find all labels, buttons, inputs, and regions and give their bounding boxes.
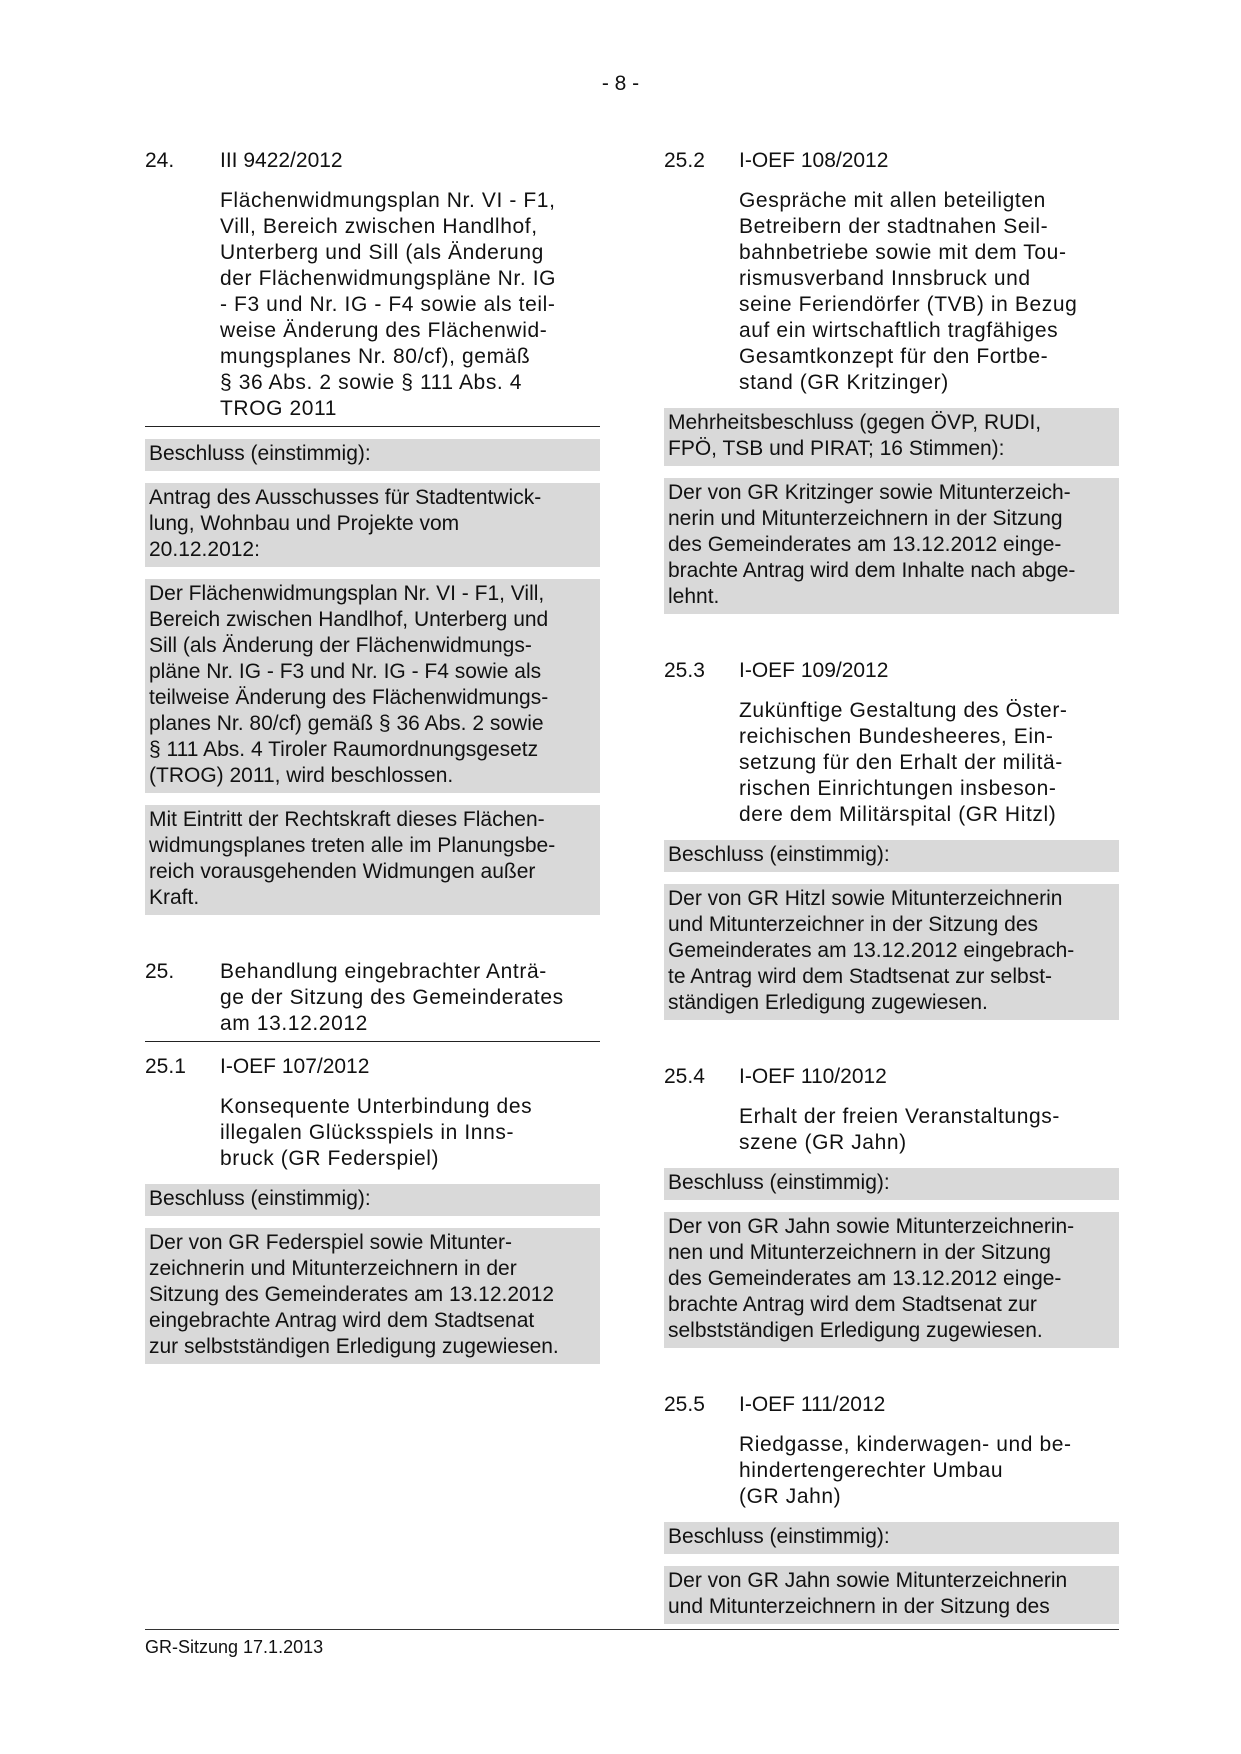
agenda-item-25-3	[664, 658, 1119, 1020]
right-column	[664, 148, 1119, 1636]
motion-text: Antrag des Ausschusses für Stadtentwick- lung, Wohnbau und Projekte vom 20.12.2012:	[145, 483, 600, 567]
title-line: TROG 2011	[220, 397, 338, 420]
title-line: Flächenwidmungsplan Nr. VI - F1,	[220, 189, 556, 212]
item-title: Gespräche mit allen beteiligten Betreibern der stadtnahen Seil- bahnbetriebe sowie mit dem Tou- rismusverband Innsbruck und seine Feriendörfer (TVB) in Bezug auf ein wirtschaftlich tragfähiges Gesamtkonzept für den Fortbe- stand (GR Kritzinger)	[739, 189, 1078, 394]
item-number: 25.3	[664, 659, 705, 682]
title-line: mungsplanes Nr. 80/cf), gemäß	[220, 345, 531, 368]
item-reference: I-OEF 110/2012	[739, 1065, 887, 1088]
decision-label: Mehrheitsbeschluss (gegen ÖVP, RUDI, FPÖ, TSB und PIRAT; 16 Stimmen):	[664, 408, 1119, 466]
item-title: Erhalt der freien Veranstaltungs- szene (GR Jahn)	[739, 1105, 1060, 1154]
decision-label: Beschluss (einstimmig):	[664, 840, 1119, 872]
decision-label: Beschluss (einstimmig):	[145, 1184, 600, 1216]
item-heading	[664, 1064, 1119, 1090]
left-column	[145, 148, 600, 1376]
item-reference: III 9422/2012	[220, 149, 343, 172]
page-number: - 8 -	[601, 72, 640, 95]
item-number: 25.5	[664, 1393, 705, 1416]
decision-label: Beschluss (einstimmig):	[145, 439, 600, 471]
item-heading	[664, 658, 1119, 684]
item-heading	[145, 148, 600, 174]
resolution-text: Der von GR Jahn sowie Mitunterzeichnerin und Mitunterzeichnern in der Sitzung des	[664, 1566, 1119, 1624]
title-line: weise Änderung des Flächenwid-	[220, 319, 548, 342]
agenda-item-25-2	[664, 148, 1119, 614]
decision-label: Beschluss (einstimmig):	[664, 1168, 1119, 1200]
item-reference: I-OEF 109/2012	[739, 659, 889, 682]
agenda-item-25-4	[664, 1064, 1119, 1348]
title-line: § 36 Abs. 2 sowie § 111 Abs. 4	[220, 371, 523, 394]
title-line: Vill, Bereich zwischen Handlhof,	[220, 215, 538, 238]
item-title: Zukünftige Gestaltung des Öster- reichischen Bundesheeres, Ein- setzung für den Erhalt der militä- rischen Einrichtungen insbeson- dere dem Militärspital (GR Hitzl)	[739, 699, 1068, 826]
footer-divider	[145, 1629, 1119, 1630]
item-number: 25.1	[145, 1055, 186, 1078]
resolution-text: Der von GR Federspiel sowie Mitunter- zeichnerin und Mitunterzeichnern in der Sitzung des Gemeinderates am 13.12.2012 eingebrachte Antrag wird dem Stadtsenat zur selbstständigen Erledigung zugewiesen.	[145, 1228, 600, 1364]
item-reference: I-OEF 108/2012	[739, 149, 889, 172]
agenda-item-25	[145, 959, 600, 1042]
resolution-text: Der von GR Jahn sowie Mitunterzeichnerin- nen und Mitunterzeichnern in der Sitzung des Gemeinderates am 13.12.2012 einge- brachte Antrag wird dem Stadtsenat zur selbstständigen Erledigung zugewiesen.	[664, 1212, 1119, 1348]
agenda-item-24	[145, 148, 600, 915]
title-line: Unterberg und Sill (als Änderung	[220, 241, 544, 264]
decision-label: Beschluss (einstimmig):	[664, 1522, 1119, 1554]
item-heading	[145, 1054, 600, 1080]
item-number: 25.	[145, 960, 175, 983]
divider	[145, 1041, 600, 1042]
item-heading	[664, 1392, 1119, 1418]
footer-text: GR-Sitzung 17.1.2013	[145, 1637, 324, 1657]
agenda-item-25-1	[145, 1054, 600, 1364]
item-title: Konsequente Unterbindung des illegalen Glücksspiels in Inns- bruck (GR Federspiel)	[220, 1095, 533, 1170]
item-title	[220, 188, 600, 422]
item-number: 25.4	[664, 1065, 705, 1088]
item-reference: I-OEF 111/2012	[739, 1393, 886, 1416]
resolution-text: Der Flächenwidmungsplan Nr. VI - F1, Vill, Bereich zwischen Handlhof, Unterberg und Sill (als Änderung der Flächenwidmungs- pläne Nr. IG - F3 und Nr. IG - F4 sowie als teilweise Änderung des Flächenwidmungs- planes Nr. 80/cf) gemäß § 36 Abs. 2 sowie § 111 Abs. 4 Tiroler Raumordnungsgesetz (TROG) 2011, wird beschlossen.	[145, 579, 600, 793]
resolution-text: Der von GR Hitzl sowie Mitunterzeichnerin und Mitunterzeichner in der Sitzung des Gemeinderates am 13.12.2012 eingebrach- te Antrag wird dem Stadtsenat zur selbst- ständigen Erledigung zugewiesen.	[664, 884, 1119, 1020]
item-number: 25.2	[664, 149, 705, 172]
item-reference: I-OEF 107/2012	[220, 1055, 370, 1078]
title-line: - F3 und Nr. IG - F4 sowie als teil-	[220, 293, 556, 316]
item-number: 24.	[145, 149, 175, 172]
title-line: der Flächenwidmungspläne Nr. IG	[220, 267, 557, 290]
resolution-text: Der von GR Kritzinger sowie Mitunterzeich- nerin und Mitunterzeichnern in der Sitzung des Gemeinderates am 13.12.2012 einge- brachte Antrag wird dem Inhalte nach abge- lehnt.	[664, 478, 1119, 614]
item-heading	[145, 959, 600, 1037]
item-heading	[664, 148, 1119, 174]
item-title: Riedgasse, kinderwagen- und be- hindertengerechter Umbau (GR Jahn)	[739, 1433, 1072, 1508]
divider	[145, 426, 600, 427]
agenda-item-25-5	[664, 1392, 1119, 1624]
resolution-text-2: Mit Eintritt der Rechtskraft dieses Flächen- widmungsplanes treten alle im Planungsbe- reich vorausgehenden Widmungen außer Kraft.	[145, 805, 600, 915]
item-title: Behandlung eingebrachter Anträ- ge der Sitzung des Gemeinderates am 13.12.2012	[220, 960, 564, 1035]
